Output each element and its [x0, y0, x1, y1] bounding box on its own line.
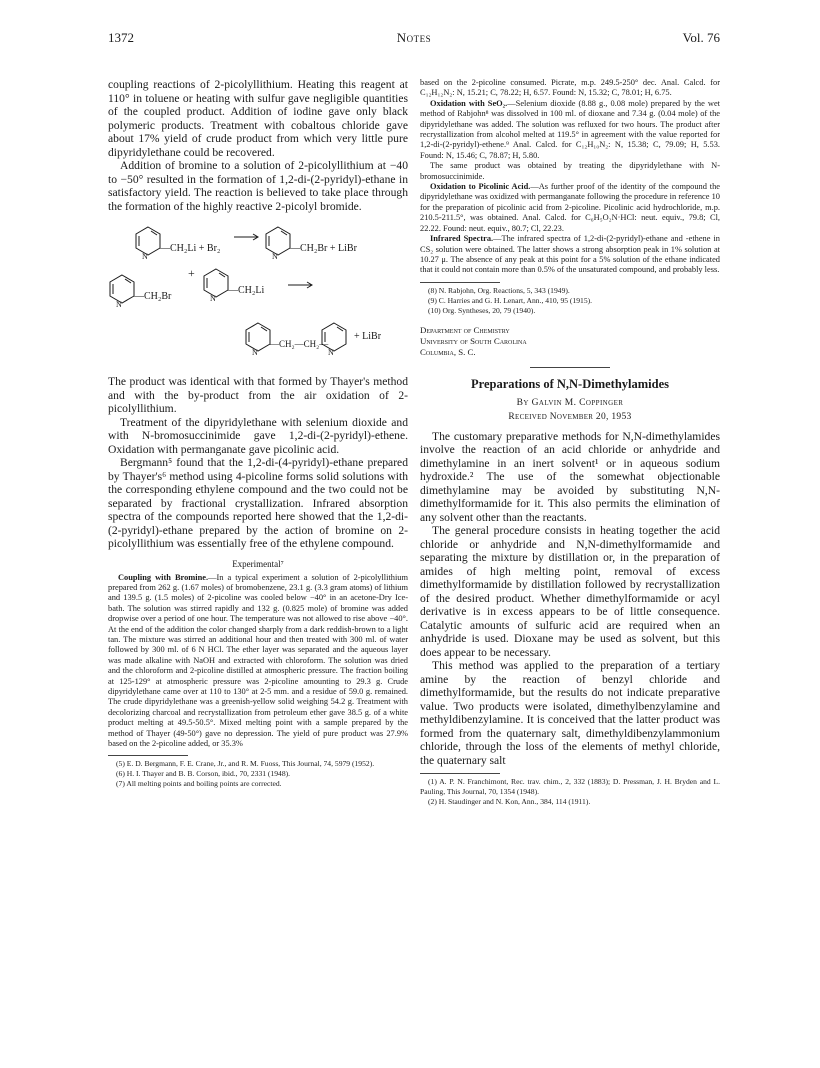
footnote: (5) E. D. Bergmann, F. E. Crane, Jr., and R. M. Fuoss, This Journal, 74, 5979 (1952). — [116, 759, 375, 769]
footnote-rule — [108, 755, 188, 756]
footnote-rule — [420, 773, 500, 774]
paragraph: The same product was obtained by treating the dipyridylethane with N-bromosuccinimide. — [420, 161, 720, 181]
pyridine-ring-icon — [204, 269, 228, 297]
paragraph: Oxidation to Picolinic Acid.—As further proof of the identity of the compound the dipyridylethane was oxidized with permanganate following the procedure in reference 10 for the preparation of picolinic acid from 2-picoline. Picolinic acid hydrochloride, m.p. 210.5-211.5°, was obtained. Anal. Calcd. for C₆H₅O₂N·HCl: neut. equiv., 79.8; Cl, 22.22. Found: neut. equiv., 80.7; Cl, 22.23. — [420, 182, 720, 233]
paragraph: The customary preparative methods for N,N-dimethylamides involve the reaction of an acid chloride or anhydride and dimethylamine in an inert solvent¹ or in aqueous sodium hydroxide.² The use of the somewhat objectionable dimethylamine may be avoided by substituting N,N-dimethylformamide for it. This also permits the elimination of any solvent other than the reactants. — [420, 429, 720, 524]
footnote: (9) C. Harries and G. H. Lenart, Ann., 410, 95 (1915). — [428, 295, 593, 305]
pyridine-ring-icon — [266, 227, 290, 255]
right-column — [420, 78, 720, 807]
footnotes — [420, 286, 720, 316]
affiliation-line: Department of Chemistry — [420, 324, 510, 335]
footnote: (7) All melting points and boiling points are corrected. — [116, 779, 282, 789]
pyridine-ring-icon — [110, 275, 134, 303]
article-title: Preparations of N,N-Dimethylamides — [470, 376, 669, 391]
paragraph: The product was identical with that formed by Thayer's method and with the by-product from the air oxidation of 2-picolyllithium. — [108, 375, 408, 415]
footnote: (10) Org. Syntheses, 20, 79 (1940). — [428, 305, 536, 315]
section-title: Notes — [396, 30, 432, 45]
affiliation-line: University of South Carolina — [420, 335, 527, 346]
ring-atom-label: N — [116, 300, 122, 309]
equation-1-reactants: —CH₂Li + Br₂ — [160, 243, 221, 254]
paragraph: Infrared Spectra.—The infrared spectra of 1,2-di-(2-pyridyl)-ethane and -ethene in CS₂ solution were obtained. The latter shows a strong absorption peak in 1% solution at 10.27 μ. The absence of any peak at this point for a 5% solution of the ethane indicated that it could not contain more than 0.5% of the unsaturated compound, and probably less. — [420, 234, 720, 275]
page-number: 1372 — [108, 30, 134, 45]
footnote: (6) H. I. Thayer and B. B. Corson, ibid., 70, 2331 (1948). — [116, 769, 291, 779]
byline: By Galvin M. Coppinger — [516, 397, 624, 408]
running-header — [108, 30, 720, 50]
reaction-scheme-drawing — [108, 219, 408, 371]
ring-atom-label: N — [328, 348, 334, 357]
pyridine-ring-icon — [246, 323, 270, 351]
paragraph: coupling reactions of 2-picolyllithium. Heating this reagent at 110° in toluene or heating with sulfur gave negligible quantities of the coupled product. Addition of iodine gave only black polymeric products. Treatment with cobaltous chloride gave about 17% yield of crude product from which very little pure dipyridylethane could be recovered. — [108, 78, 408, 159]
article-separator — [530, 367, 610, 368]
paragraph: Treatment of the dipyridylethane with selenium dioxide and with N-bromosuccinimide gave 1,2-di-(2-pyridyl)-ethene. Oxidation with permanganate gave picolinic acid. — [108, 415, 408, 456]
equation-2-plus: + — [188, 266, 195, 280]
run-in-heading: Infrared Spectra. — [430, 234, 494, 244]
footnotes — [108, 759, 408, 789]
received-date: Received November 20, 1953 — [508, 411, 632, 422]
reaction-scheme — [108, 219, 408, 371]
paragraph: This method was applied to the preparation of a tertiary amine by the reaction of benzyl chloride and dimethylformamide, but the results do not indicate preparative value. Two products were isolated, dimethylbenzylamine and methyldibenzylamine. It is conceived that the latter product was formed from the quaternary salt, dimethyldibenzylammonium chloride, through the loss of the elements of methyl chloride, the quaternary salt — [420, 659, 720, 767]
left-column — [108, 78, 408, 789]
footnote: (8) N. Rabjohn, Org. Reactions, 5, 343 (1949). — [428, 285, 570, 295]
ring-atom-label: N — [252, 348, 258, 357]
ring-atom-label: N — [272, 252, 278, 261]
paragraph: The general procedure consists in heating together the acid chloride or anhydride and N,N-dimethylformamide and separating the mixture by distillation or, in the preparation of amides of high melting point, removal of excess dimethylformamide by distillation followed by recrystallization of the desired product. Whether dimethylformamide or acyl derivative is in excess appears to be of little consequence. Catalytic amounts of sulfuric acid are required when an anhydride is used. Dioxane may be used as solvent, but this does appear to be necessary. — [420, 524, 720, 659]
paragraph: Addition of bromine to a solution of 2-picolyllithium at −40 to −50° resulted in the formation of 1,2-di-(2-pyridyl)-ethane in satisfactory yield. The reaction is believed to take place through the formation of the highly reactive 2-picolyl bromide. — [108, 159, 408, 213]
volume-label: Vol. 76 — [682, 30, 720, 45]
pyridine-ring-icon — [136, 227, 160, 255]
equation-3-linker: —CH₂—CH₂— — [270, 339, 329, 349]
equation-2-reactant-a: —CH₂Br — [134, 291, 172, 302]
paragraph: Coupling with Bromine.—In a typical experiment a solution of 2-picolyllithium prepared from 262 g. (1.67 moles) of bromobenzene, 23.1 g. (3.3 gram atoms) of lithium and 139.5 g. (1.5 moles) of 2-picoline was cooled below −40° in an acetone-Dry Ice-bath. The solution was stirred rapidly and 132 g. (0.825 mole) of bromine was added dropwise over a period of one hour. The temperature was not allowed to rise above −40°. At the end of the addition the color changed sharply from a dark reddish-brown to a light tan. The mixture was stirred an additional hour and then treated with 300 ml. of water followed by 300 ml. of 6 N HCl. The ether layer was separated and the aqueous layer was made alkaline with NaOH and extracted with chloroform. The solution was dried and the chloroform and 2-picoline distilled at atmospheric pressure. The fraction boiling at 125-129° at atmospheric pressure was 2-picoline amounting to 29.3 g. Crude dipyridylethane came over at 110 to 130° at 2-5 mm. and a residue of 59.0 g. remained. The crude dipyridylethane was a greenish-yellow solid weighing 54.2 g. Treatment with decolorizing charcoal and recrystallization from petroleum ether gave 38.5 g. of a white product melting at 49.5-50.5°. Mixed melting point with a sample prepared by the method of Thayer (49-50°) gave no depression. The yield of pure product was 27.9% based on the 2-picoline added, or 35.3% — [108, 572, 409, 748]
run-in-heading: Oxidation to Picolinic Acid. — [430, 182, 531, 192]
affiliation — [420, 325, 720, 358]
equation-3-byproduct: + LiBr — [354, 331, 382, 342]
run-in-heading: Oxidation with SeO₂. — [430, 98, 508, 108]
paragraph: Bergmann⁵ found that the 1,2-di-(4-pyridyl)-ethane prepared by Thayer's⁶ method using 4-picoline forms solid solutions with the corresponding ethylene compound and the two could not be separated by fractional crystallization. Infrared absorption spectra of the compounds reported here showed that the 1,2-di-(2-pyridyl)-ethane prepared by the action of bromine on 2-picolyllithium was essentially free of the ethylene compound. — [108, 456, 408, 550]
footnotes — [420, 777, 720, 807]
section-heading: Experimental⁷ — [232, 558, 284, 569]
paragraph: based on the 2-picoline consumed. Picrate, m.p. 249.5-250° dec. Anal. Calcd. for C₁₂H₁₂N₂: N, 15.21; C, 78.22; H, 6.57. Found: N, 15.32; C, 78.01; H, 6.75. — [420, 78, 720, 98]
affiliation-line: Columbia, S. C. — [420, 346, 476, 357]
equation-1-products: —CH₂Br + LiBr — [290, 243, 357, 254]
paragraph: Oxidation with SeO₂.—Selenium dioxide (8.88 g., 0.08 mole) prepared by the wet method of Rabjohn⁸ was dissolved in 100 ml. of dioxane and 7.34 g. (0.04 mole) of the dipyridylethane was added. The solution was refluxed for two hours. The product after recrystallization from alcohol melted at 119.5° in agreement with the value reported for 1,2-di-(2-pyridyl)-ethene.⁹ Anal. Calcd. for C₁₂H₁₀N₂: N, 15.38; C, 79.09; H, 5.53. Found: N, 15.46; C, 78.87; H, 5.80. — [420, 98, 720, 160]
run-in-heading: Coupling with Bromine. — [118, 572, 209, 582]
footnote: (1) A. P. N. Franchimont, Rec. trav. chim., 2, 332 (1883); D. Pressman, J. H. Bryden and L. Pauling, This Journal, 70, 1354 (1948). — [420, 777, 720, 797]
ring-atom-label: N — [210, 294, 216, 303]
equation-2-reactant-b: —CH₂Li — [228, 285, 265, 296]
footnote: (2) H. Staudinger and N. Kon, Ann., 384, 114 (1911). — [428, 797, 591, 807]
footnote-rule — [420, 282, 500, 283]
ring-atom-label: N — [142, 252, 148, 261]
